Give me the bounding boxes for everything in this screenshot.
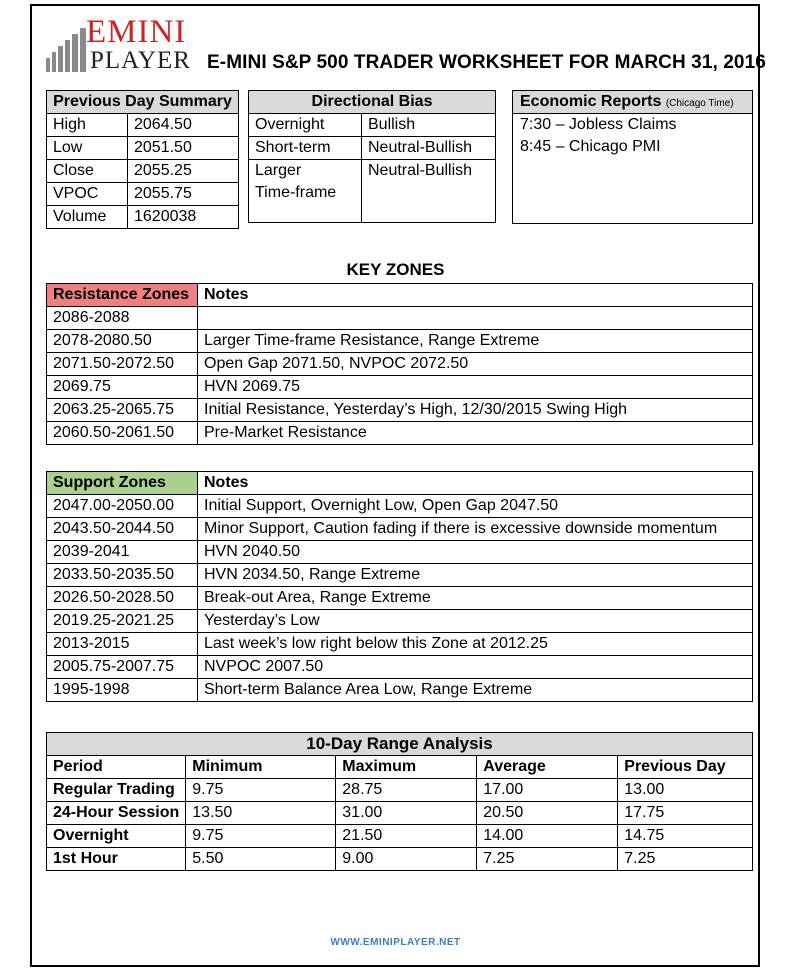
prev-value: 2051.50 xyxy=(128,137,239,160)
economic-report-item: 7:30 – Jobless Claims xyxy=(520,116,677,133)
range-col-header: Previous Day xyxy=(618,756,753,779)
key-zones-heading: KEY ZONES xyxy=(346,260,445,279)
range-period: Overnight xyxy=(47,825,186,848)
range-cell: 14.00 xyxy=(477,825,618,848)
table-row xyxy=(47,587,753,610)
table-row xyxy=(47,541,753,564)
range-cell: 9.75 xyxy=(186,825,336,848)
table-row xyxy=(47,206,239,229)
zone: 2086-2088 xyxy=(47,307,198,330)
footer-link[interactable]: WWW.EMINIPLAYER.NET xyxy=(330,937,461,948)
table-row xyxy=(47,495,753,518)
note xyxy=(198,307,753,330)
zone: 2069.75 xyxy=(47,376,198,399)
note: Open Gap 2071.50, NVPOC 2072.50 xyxy=(198,353,753,376)
prev-label: Close xyxy=(47,160,128,183)
prev-label: High xyxy=(47,114,128,137)
note: Pre-Market Resistance xyxy=(198,422,753,445)
page-title: E-MINI S&P 500 TRADER WORKSHEET FOR MARCH 31, 2016 xyxy=(207,52,766,73)
note: Break-out Area, Range Extreme xyxy=(198,587,753,610)
table-row xyxy=(47,353,753,376)
range-cell: 20.50 xyxy=(477,802,618,825)
range-cell: 17.75 xyxy=(618,802,753,825)
zone: 2078-2080.50 xyxy=(47,330,198,353)
prev-label: Low xyxy=(47,137,128,160)
economic-header-text: Economic Reports xyxy=(520,93,662,110)
prev-label: Volume xyxy=(47,206,128,229)
zone: 2005.75-2007.75 xyxy=(47,656,198,679)
table-row xyxy=(47,160,239,183)
note: HVN 2040.50 xyxy=(198,541,753,564)
range-period: 24-Hour Session xyxy=(47,802,186,825)
note: HVN 2069.75 xyxy=(198,376,753,399)
economic-reports-box xyxy=(512,90,753,224)
zone: 2026.50-2028.50 xyxy=(47,587,198,610)
range-cell: 21.50 xyxy=(336,825,477,848)
range-cell: 9.00 xyxy=(336,848,477,871)
zone: 2013-2015 xyxy=(47,633,198,656)
zone: 2019.25-2021.25 xyxy=(47,610,198,633)
table-row xyxy=(47,564,753,587)
range-cell: 9.75 xyxy=(186,779,336,802)
bias-value: Bullish xyxy=(368,116,416,133)
zone: 2063.25-2065.75 xyxy=(47,399,198,422)
range-cell: 13.50 xyxy=(186,802,336,825)
note: Initial Support, Overnight Low, Open Gap 2047.50 xyxy=(198,495,753,518)
prev-value: 2055.25 xyxy=(128,160,239,183)
note: NVPOC 2007.50 xyxy=(198,656,753,679)
note: Last week’s low right below this Zone at 2012.25 xyxy=(198,633,753,656)
bias-row xyxy=(249,114,495,137)
bias-row xyxy=(249,137,495,160)
range-cell: 28.75 xyxy=(336,779,477,802)
range-col-header: Maximum xyxy=(336,756,477,779)
range-cell: 7.25 xyxy=(618,848,753,871)
table-row xyxy=(47,183,239,206)
range-col-header: Period xyxy=(47,756,186,779)
range-col-header: Minimum xyxy=(186,756,336,779)
bias-label-line2: Time-frame xyxy=(255,184,337,201)
bias-value: Neutral-Bullish xyxy=(368,162,473,179)
logo-bars-icon xyxy=(46,28,88,72)
table-row xyxy=(47,137,239,160)
previous-day-header: Previous Day Summary xyxy=(47,91,239,114)
range-title: 10-Day Range Analysis xyxy=(47,733,753,756)
zone: 2033.50-2035.50 xyxy=(47,564,198,587)
table-row xyxy=(47,330,753,353)
table-row xyxy=(47,633,753,656)
bias-label: Overnight xyxy=(255,116,325,133)
table-row xyxy=(47,679,753,702)
table-row xyxy=(47,610,753,633)
economic-header-note: (Chicago Time) xyxy=(665,98,734,109)
zone: 2043.50-2044.50 xyxy=(47,518,198,541)
table-row xyxy=(47,399,753,422)
range-period: 1st Hour xyxy=(47,848,186,871)
range-cell: 5.50 xyxy=(186,848,336,871)
table-row xyxy=(47,848,753,871)
range-col-header: Average xyxy=(477,756,618,779)
directional-bias-header: Directional Bias xyxy=(249,91,495,114)
support-zones-table xyxy=(46,471,753,702)
note: Initial Resistance, Yesterday’s High, 12/30/2015 Swing High xyxy=(198,399,753,422)
bias-label: Short-term xyxy=(255,139,331,156)
range-cell: 7.25 xyxy=(477,848,618,871)
range-cell: 13.00 xyxy=(618,779,753,802)
logo-player-text: PLAYER xyxy=(90,47,191,74)
table-row xyxy=(47,802,753,825)
table-row xyxy=(47,114,239,137)
table-row xyxy=(47,656,753,679)
range-cell: 31.00 xyxy=(336,802,477,825)
table-row xyxy=(47,779,753,802)
zone: 2039-2041 xyxy=(47,541,198,564)
logo xyxy=(46,16,196,72)
zone: 1995-1998 xyxy=(47,679,198,702)
range-cell: 17.00 xyxy=(477,779,618,802)
economic-reports-header xyxy=(513,91,752,114)
bias-row xyxy=(249,160,495,220)
economic-report-item: 8:45 – Chicago PMI xyxy=(520,138,661,155)
note: Short-term Balance Area Low, Range Extreme xyxy=(198,679,753,702)
zone: 2071.50-2072.50 xyxy=(47,353,198,376)
previous-day-summary-table xyxy=(46,90,239,229)
range-period: Regular Trading xyxy=(47,779,186,802)
bias-value: Neutral-Bullish xyxy=(368,139,473,156)
note: Larger Time-frame Resistance, Range Extreme xyxy=(198,330,753,353)
note: HVN 2034.50, Range Extreme xyxy=(198,564,753,587)
table-row xyxy=(47,825,753,848)
table-row xyxy=(47,307,753,330)
table-row xyxy=(47,518,753,541)
table-row xyxy=(47,376,753,399)
note: Minor Support, Caution fading if there is excessive downside momentum xyxy=(198,518,753,541)
bias-label: Larger xyxy=(255,162,302,179)
prev-value: 2064.50 xyxy=(128,114,239,137)
prev-value: 2055.75 xyxy=(128,183,239,206)
notes-header: Notes xyxy=(198,472,753,495)
range-cell: 14.75 xyxy=(618,825,753,848)
note: Yesterday’s Low xyxy=(198,610,753,633)
prev-label: VPOC xyxy=(47,183,128,206)
prev-value: 1620038 xyxy=(128,206,239,229)
notes-header: Notes xyxy=(198,284,753,307)
range-analysis-table xyxy=(46,732,753,871)
table-row xyxy=(47,422,753,445)
zone: 2047.00-2050.00 xyxy=(47,495,198,518)
resistance-header: Resistance Zones xyxy=(47,284,198,307)
resistance-zones-table xyxy=(46,283,753,445)
directional-bias-box xyxy=(248,90,496,223)
zone: 2060.50-2061.50 xyxy=(47,422,198,445)
logo-emini-text: EMINI xyxy=(86,14,187,50)
support-header: Support Zones xyxy=(47,472,198,495)
